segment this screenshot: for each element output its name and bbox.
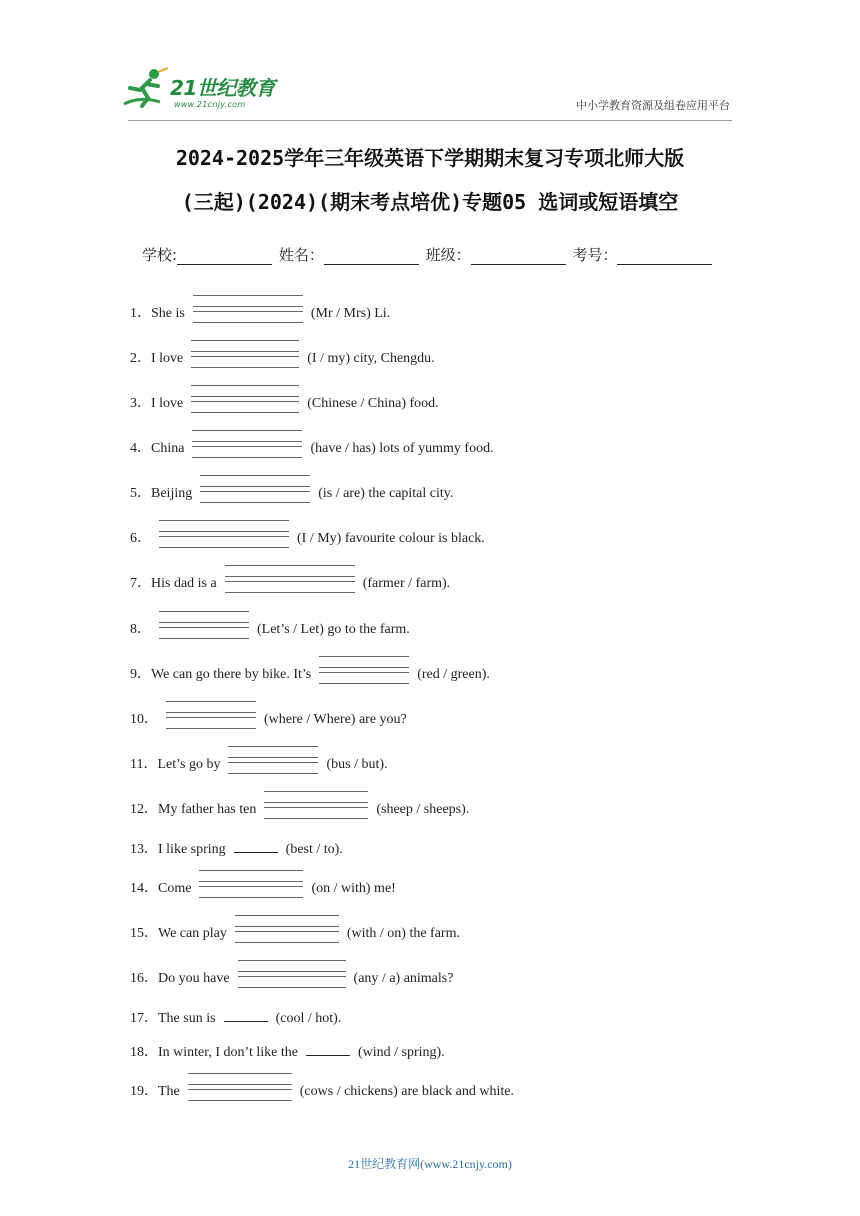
answer-blank[interactable] bbox=[306, 1043, 350, 1056]
question-options: (red / green). bbox=[417, 667, 490, 682]
question-text-before: Beijing bbox=[151, 486, 193, 501]
question-item bbox=[130, 1007, 341, 1027]
question-options: (Chinese / China) food. bbox=[307, 396, 439, 411]
question-text-before: Come bbox=[158, 881, 192, 896]
answer-blank[interactable] bbox=[159, 534, 289, 544]
question-number: 10． bbox=[130, 712, 158, 727]
answer-blank[interactable] bbox=[191, 354, 299, 364]
answer-blank[interactable] bbox=[191, 399, 299, 409]
question-options: (where / Where) are you? bbox=[264, 712, 407, 727]
question-text-before: I love bbox=[151, 351, 184, 366]
question-number: 9． bbox=[130, 667, 151, 682]
class-field[interactable] bbox=[471, 248, 566, 265]
question-options: (Let’s / Let) go to the farm. bbox=[257, 622, 410, 637]
answer-blank[interactable] bbox=[228, 760, 318, 770]
question-item bbox=[130, 572, 450, 592]
question-item bbox=[130, 798, 469, 818]
question-text-before: I like spring bbox=[158, 842, 226, 857]
question-item bbox=[130, 1041, 445, 1061]
question-item bbox=[130, 347, 435, 367]
answer-blank[interactable] bbox=[238, 974, 346, 984]
question-item bbox=[130, 1080, 514, 1100]
question-options: (farmer / farm). bbox=[362, 576, 451, 591]
class-label: 班级： bbox=[425, 246, 471, 264]
answer-blank[interactable] bbox=[319, 670, 409, 680]
answer-blank[interactable] bbox=[192, 444, 302, 454]
question-options: (sheep / sheeps). bbox=[376, 802, 470, 817]
question-text-before: Let’s go by bbox=[157, 757, 221, 772]
exam-number-field[interactable] bbox=[617, 248, 712, 265]
question-text-before: The bbox=[158, 1084, 180, 1099]
question-item bbox=[130, 877, 396, 897]
question-number: 3． bbox=[130, 396, 151, 411]
school-field[interactable] bbox=[177, 248, 272, 265]
question-text-before: We can go there by bike. It’s bbox=[151, 667, 312, 682]
question-options: (on / with) me! bbox=[311, 881, 396, 896]
question-text-before: I love bbox=[151, 396, 184, 411]
question-options: (have / has) lots of yummy food. bbox=[310, 441, 494, 456]
question-item bbox=[130, 708, 407, 728]
question-number: 4． bbox=[130, 441, 151, 456]
question-number: 16． bbox=[130, 971, 158, 986]
name-field[interactable] bbox=[324, 248, 419, 265]
question-item bbox=[130, 922, 460, 942]
question-item bbox=[130, 482, 453, 502]
question-item bbox=[130, 527, 485, 547]
answer-blank[interactable] bbox=[166, 715, 256, 725]
page-footer: 21世纪教育网(www.21cnjy.com) bbox=[348, 1157, 512, 1171]
question-text-before: In winter, I don’t like the bbox=[158, 1045, 298, 1060]
answer-blank[interactable] bbox=[235, 929, 339, 939]
question-item bbox=[130, 663, 490, 683]
question-options: (with / on) the farm. bbox=[346, 926, 460, 941]
answer-blank[interactable] bbox=[188, 1087, 292, 1097]
question-number: 6． bbox=[130, 531, 151, 546]
question-text-before: We can play bbox=[158, 926, 227, 941]
question-item bbox=[130, 753, 388, 773]
school-label: 学校: bbox=[142, 246, 178, 264]
document-title-line-1: 2024-2025学年三年级英语下学期期末复习专项北师大版 bbox=[175, 146, 685, 170]
question-number: 12． bbox=[130, 802, 158, 817]
question-number: 14． bbox=[130, 881, 158, 896]
logo-text: 21世纪教育 bbox=[170, 76, 275, 100]
question-number: 1． bbox=[130, 306, 151, 321]
question-number: 13． bbox=[130, 842, 158, 857]
answer-blank[interactable] bbox=[225, 579, 355, 589]
answer-blank[interactable] bbox=[199, 884, 303, 894]
question-text-before: Do you have bbox=[158, 971, 230, 986]
question-options: (I / my) city, Chengdu. bbox=[307, 351, 435, 366]
question-item bbox=[130, 618, 410, 638]
answer-blank[interactable] bbox=[193, 309, 303, 319]
question-number: 15． bbox=[130, 926, 158, 941]
logo-url: www.21cnjy.com bbox=[174, 100, 246, 109]
answer-blank[interactable] bbox=[224, 1009, 268, 1022]
site-tagline: 中小学教育资源及组卷应用平台 bbox=[576, 99, 730, 112]
question-options: (Mr / Mrs) Li. bbox=[310, 306, 391, 321]
document-title-line-2: (三起)(2024)(期末考点培优)专题05 选词或短语填空 bbox=[181, 190, 679, 214]
question-number: 11． bbox=[130, 757, 158, 772]
header-divider bbox=[128, 120, 732, 121]
question-options: (any / a) animals? bbox=[353, 971, 454, 986]
question-item bbox=[130, 967, 453, 987]
question-text-before: His dad is a bbox=[151, 576, 217, 591]
question-options: (I / My) favourite colour is black. bbox=[297, 531, 485, 546]
answer-blank[interactable] bbox=[234, 840, 278, 853]
question-item bbox=[130, 437, 494, 457]
question-options: (wind / spring). bbox=[357, 1045, 445, 1060]
question-text-before: My father has ten bbox=[158, 802, 257, 817]
exam-number-label: 考号： bbox=[572, 246, 618, 264]
runner-logo-icon bbox=[120, 66, 172, 110]
question-number: 18． bbox=[130, 1045, 158, 1060]
question-number: 19． bbox=[130, 1084, 158, 1099]
question-number: 7． bbox=[130, 576, 151, 591]
question-number: 8． bbox=[130, 622, 151, 637]
question-text-before: The sun is bbox=[158, 1011, 216, 1026]
answer-blank[interactable] bbox=[200, 489, 310, 499]
question-item bbox=[130, 838, 343, 858]
question-options: (bus / but). bbox=[326, 757, 388, 772]
answer-blank[interactable] bbox=[159, 625, 249, 635]
question-item bbox=[130, 392, 439, 412]
question-options: (is / are) the capital city. bbox=[318, 486, 454, 501]
student-info-row bbox=[142, 244, 714, 265]
question-number: 5． bbox=[130, 486, 151, 501]
question-item bbox=[130, 302, 390, 322]
question-number: 2． bbox=[130, 351, 151, 366]
question-options: (best / to). bbox=[285, 842, 343, 857]
answer-blank[interactable] bbox=[264, 805, 368, 815]
question-options: (cool / hot). bbox=[275, 1011, 342, 1026]
question-text-before: She is bbox=[151, 306, 185, 321]
name-label: 姓名： bbox=[278, 246, 324, 264]
site-logo bbox=[120, 66, 300, 116]
question-text-before: China bbox=[151, 441, 185, 456]
question-options: (cows / chickens) are black and white. bbox=[299, 1084, 514, 1099]
page-header bbox=[0, 0, 860, 124]
question-number: 17． bbox=[130, 1011, 158, 1026]
